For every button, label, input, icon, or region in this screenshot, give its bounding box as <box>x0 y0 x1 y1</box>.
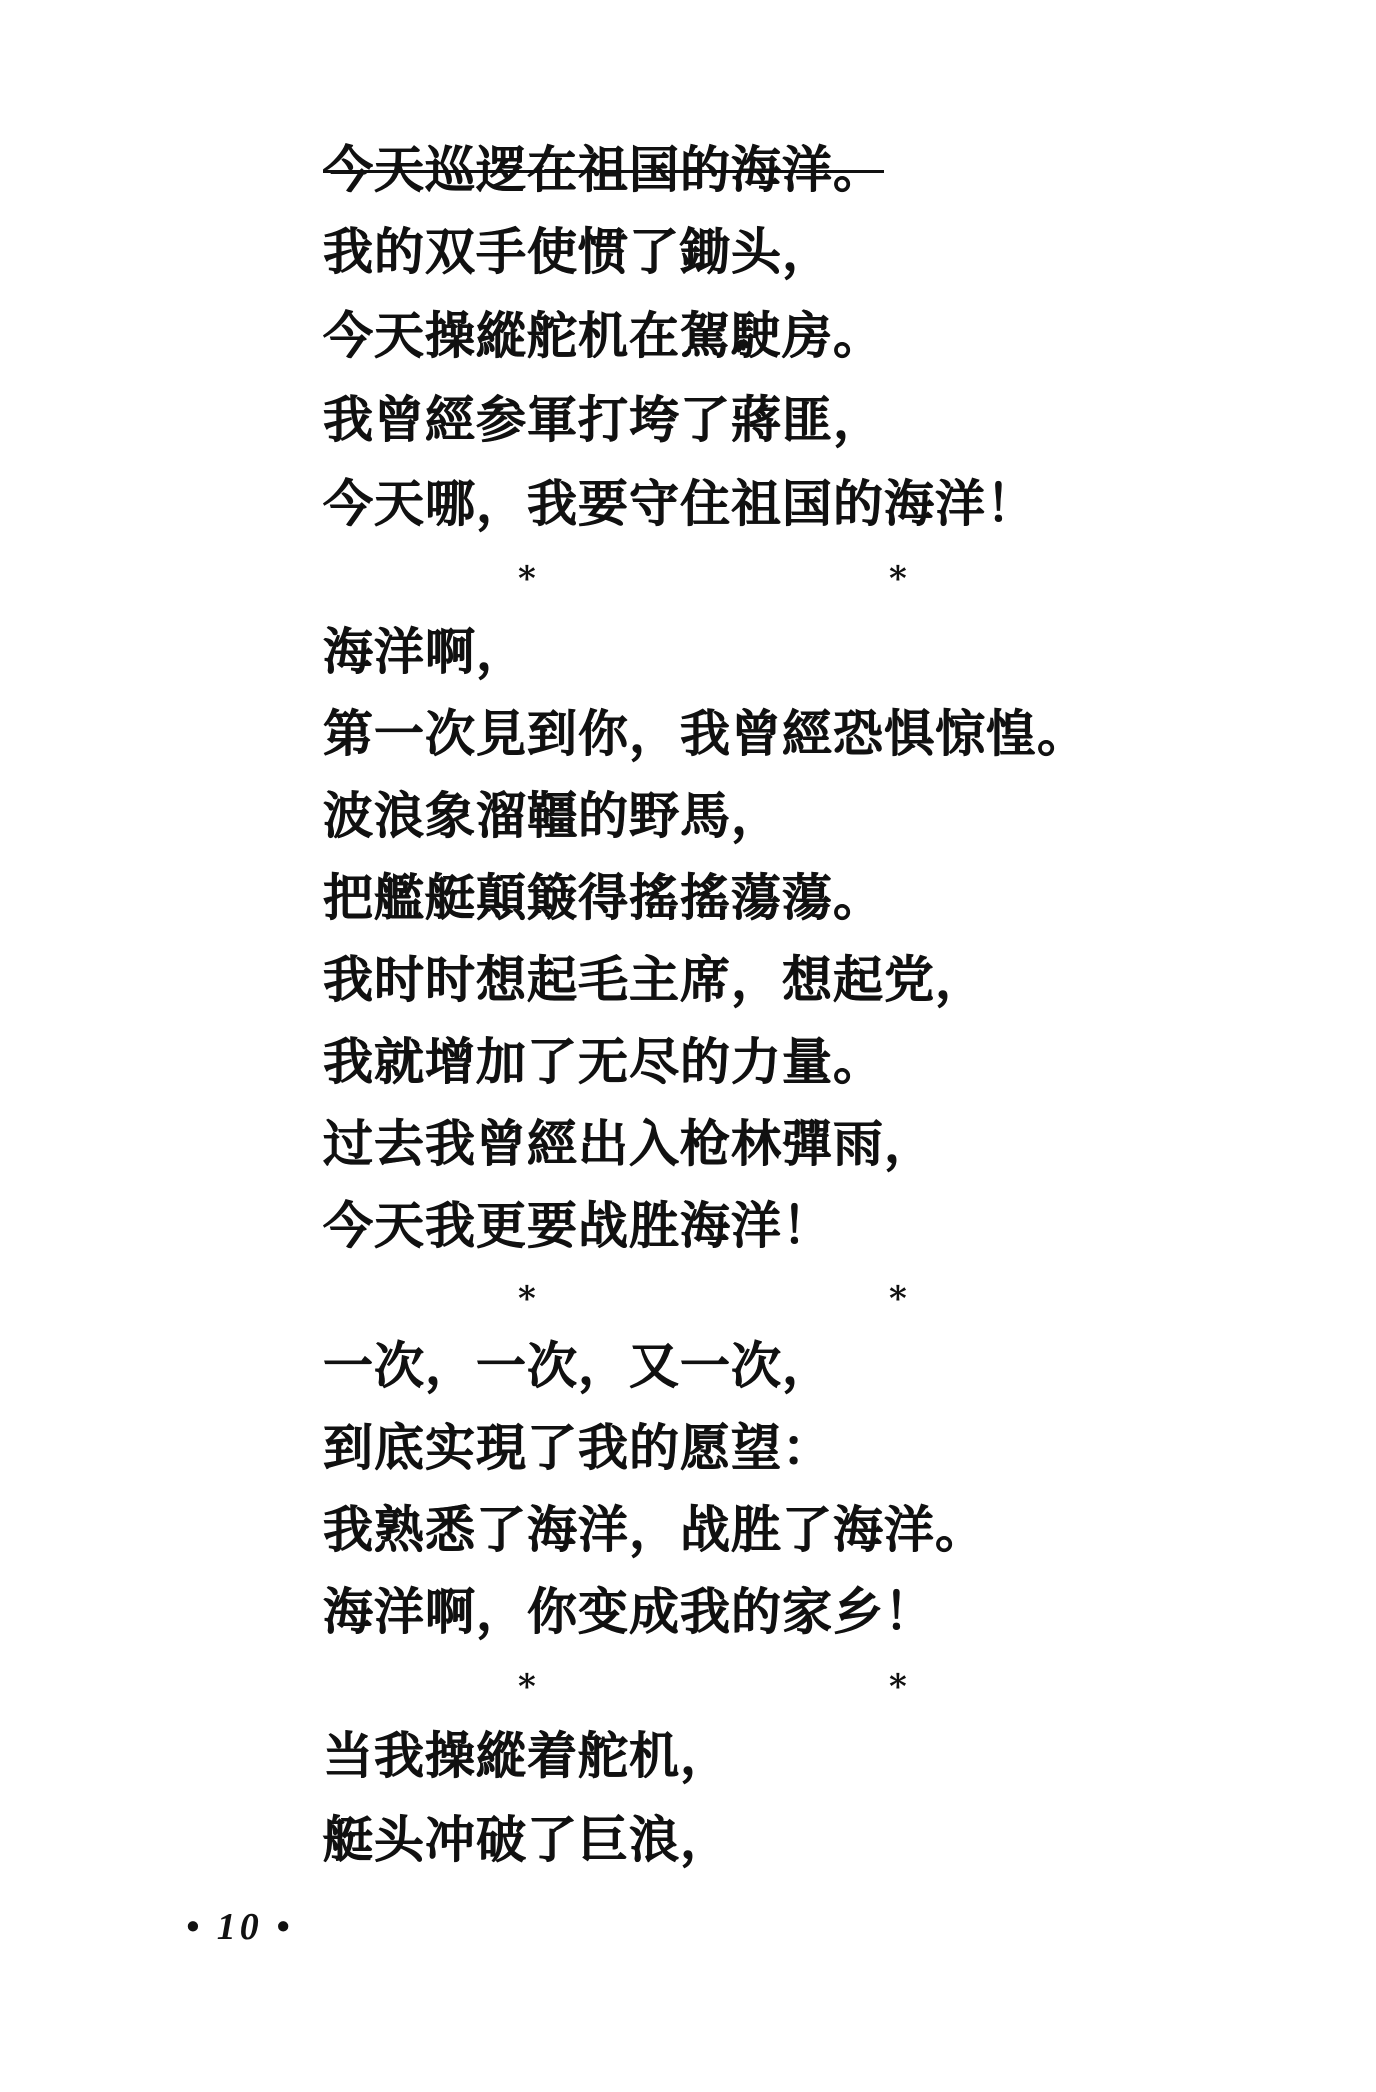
poem-line: 我的双手使惯了鋤头， <box>323 222 833 281</box>
section-separator-star: * <box>889 1279 907 1319</box>
poem-line: 我就增加了无尽的力量。 <box>323 1032 884 1091</box>
poem-line: 我曾經参軍打垮了蔣匪， <box>323 390 884 449</box>
poem-line: 艇头冲破了巨浪， <box>323 1810 731 1869</box>
poem-line: 我熟悉了海洋，战胜了海洋。 <box>323 1500 986 1559</box>
poem-line: 一次，一次，又一次， <box>323 1336 833 1395</box>
poem-line: 今天哪，我要守住祖国的海洋！ <box>323 474 1037 533</box>
section-separator-star: * <box>518 559 536 599</box>
section-separator-star: * <box>889 1667 907 1707</box>
section-separator-star: * <box>889 559 907 599</box>
poem-line: 海洋啊， <box>323 622 527 681</box>
poem-line: 把艦艇顛簸得搖搖蕩蕩。 <box>323 868 884 927</box>
poem-line: 今天操縱舵机在駕駛房。 <box>323 306 884 365</box>
poem-line: 海洋啊，你变成我的家乡！ <box>323 1582 935 1641</box>
poem-line: 当我操縱着舵机， <box>323 1726 731 1785</box>
poem-line: 波浪象溜韁的野馬， <box>323 786 782 845</box>
page-number: • 10 • <box>186 1906 294 1948</box>
poem-line: 过去我曾經出入枪林彈雨， <box>323 1114 935 1173</box>
poem-line: 我时时想起毛主席，想起党， <box>323 950 986 1009</box>
poem-line: 第一次見到你，我曾經恐惧惊惶。 <box>323 704 1088 763</box>
poem-line: 今天巡逻在祖国的海洋。 <box>323 140 884 199</box>
poem-line: 到底实現了我的愿望： <box>323 1418 833 1477</box>
section-separator-star: * <box>518 1279 536 1319</box>
poem-line: 今天我更要战胜海洋！ <box>323 1196 833 1255</box>
section-separator-star: * <box>518 1667 536 1707</box>
